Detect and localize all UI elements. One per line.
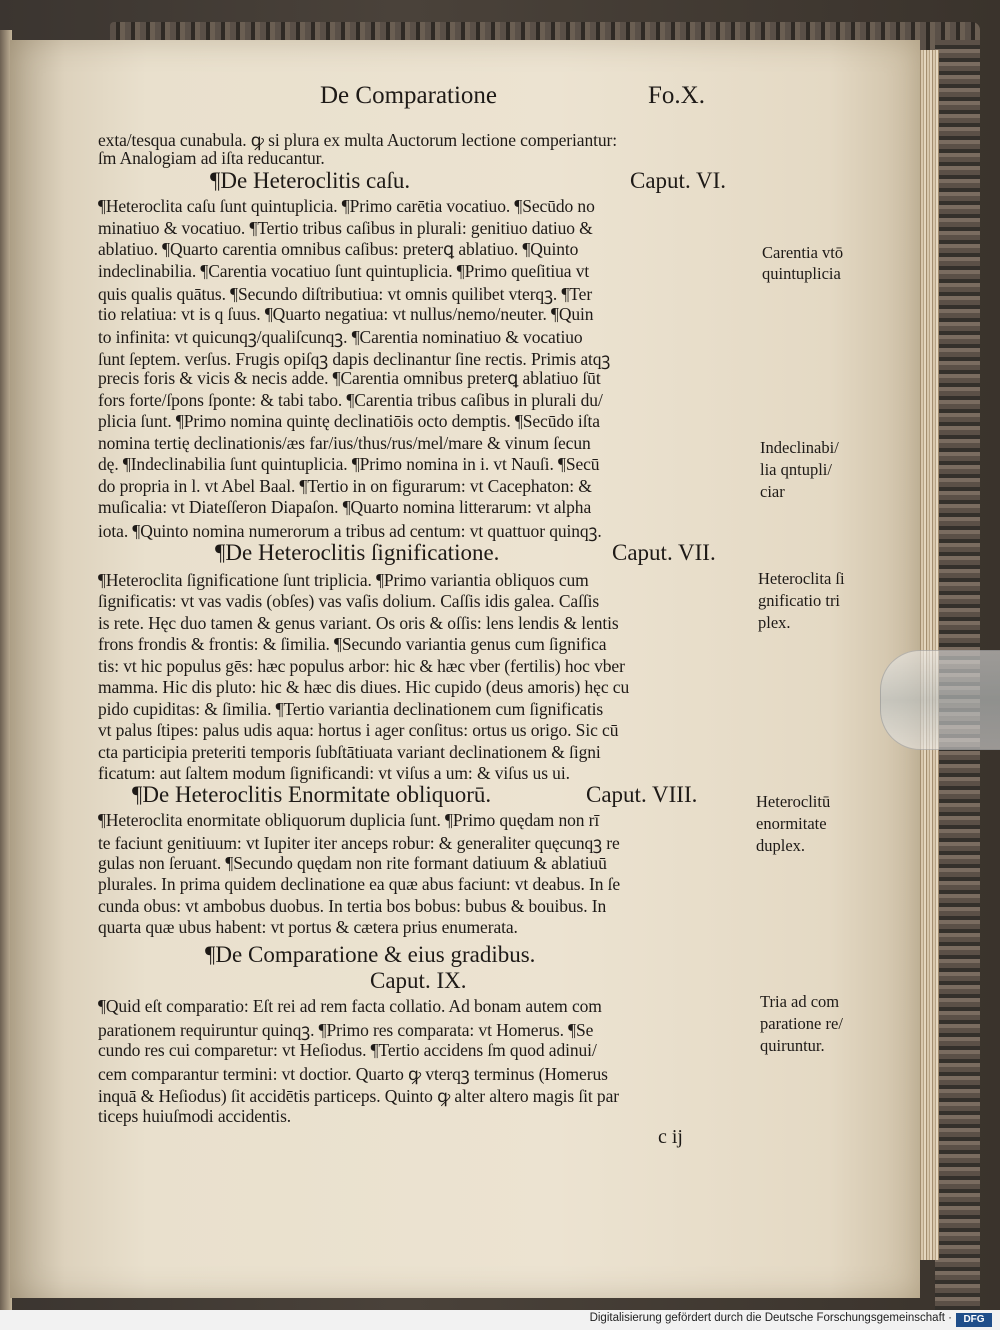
page-clip <box>880 650 1000 750</box>
margin-note-line: Tria ad com <box>760 992 840 1011</box>
margin-note-line: ciar <box>760 482 785 501</box>
funding-credit: Digitalisierung gefördert durch die Deutsche Forschungsgemeinschaft · <box>589 1312 952 1324</box>
chapter-heading: ¶De Comparatione & eius gradibus. <box>205 942 536 967</box>
text-line: ¶Quid eſt comparatio: Eſt rei ad rem facta collatio. Ad bonam autem com <box>98 996 602 1016</box>
text-line: ſignificatis: vt vas vadis (obſes) vas vaſis dolium. Caſſis idis galea. Caſſis <box>98 591 600 611</box>
chapter-number: Caput. VIII. <box>586 782 698 807</box>
chapter-heading: ¶De Heteroclitis ſignificatione. <box>215 540 500 565</box>
text-line: ablatiuo. ¶Quarto carentia omnibus caſibus: preterꝗ ablatiuo. ¶Quinto <box>98 239 579 259</box>
text-line: inquā & Heſiodus) ſit accidētis particeps. Quinto ꝙ alter altero magis ſit par <box>98 1086 619 1106</box>
chapter-number: Caput. VI. <box>630 168 727 193</box>
text-line: quis qualis quātus. ¶Secundo diſtributiua: vt omnis quilibet vterqꝫ. ¶Ter <box>98 284 593 304</box>
margin-note-line: gnificatio tri <box>758 591 841 610</box>
text-line: dę. ¶Indeclinabilia ſunt quintuplicia. ¶Primo nomina in i. vt Nauſi. ¶Secū <box>98 454 600 474</box>
margin-note-line: Indeclinabi/ <box>760 438 839 457</box>
text-line: minatiuo & vocatiuo. ¶Tertio tribus caſibus in plurali: genitiuo datiuo & <box>98 218 593 238</box>
digitization-footer <box>0 1310 1000 1330</box>
text-line: exta/tesqua cunabula. ꝙ si plura ex multa Auctorum lectione comperiantur: <box>98 130 618 150</box>
text-line: ficatum: aut ſaltem modum ſignificandi: vt viſus a um: & viſus us ui. <box>98 763 570 783</box>
text-line: vt palus ſtipes: palus udis aqua: hortus i ager conſitus: ortus us origo. Sic cū <box>98 720 619 740</box>
text-line: ¶Heteroclita ſignificatione ſunt triplicia. ¶Primo variantia obliquos cum <box>98 570 589 590</box>
text-line: cem comparantur termini: vt doctior. Quarto ꝙ vterqꝫ terminus (Homerus <box>98 1064 608 1084</box>
margin-note-line: Carentia vtō <box>762 243 844 262</box>
text-line: precis foris & vicis & necis adde. ¶Carentia omnibus preterꝗ ablatiuo ſūt <box>98 368 601 388</box>
text-line: iota. ¶Quinto nomina numerorum a tribus ad centum: vt quattuor quinqꝫ. <box>98 521 602 541</box>
text-line: indeclinabilia. ¶Carentia vocatiuo ſunt quintuplicia. ¶Primo queſitiua vt <box>98 261 590 281</box>
dfg-logo: DFG <box>956 1313 992 1327</box>
chapter-number: Caput. VII. <box>612 540 716 565</box>
margin-note-line: lia qntupli/ <box>760 460 832 479</box>
text-line: nomina tertię declinationis/æs far/ius/thus/rus/mel/mare & vinum ſecun <box>98 433 591 453</box>
text-line: to infinita: vt quicunqꝫ/qualiſcunqꝫ. ¶Carentia nominatiuo & vocatiuo <box>98 327 583 347</box>
chapter-heading: ¶De Heteroclitis caſu. <box>210 168 411 193</box>
text-line: ¶Heteroclita enormitate obliquorum duplicia ſunt. ¶Primo quędam non rī <box>98 810 600 830</box>
margin-note-line: enormitate <box>756 814 827 833</box>
text-line: tis: vt hic populus gēs: hæc populus arbor: hic & hæc vber (fertilis) hoc vber <box>98 656 625 676</box>
text-line: quarta quæ ubus habent: vt portus & cætera prius enumerata. <box>98 917 518 937</box>
text-line: cunda obus: vt ambobus duobus. In tertia bos bobus: bubus & bouibus. In <box>98 896 607 916</box>
text-line: do propria in l. vt Abel Baal. ¶Tertio in on figurarum: vt Cacephaton: & <box>98 476 592 496</box>
margin-note-line: plex. <box>758 613 791 632</box>
text-line: cundo res cui comparetur: vt Heſiodus. ¶Tertio accidens ſm quod adinui/ <box>98 1040 597 1060</box>
text-line: parationem requiruntur quinqꝫ. ¶Primo res comparata: vt Homerus. ¶Se <box>98 1020 594 1040</box>
chapter-heading: ¶De Heteroclitis Enormitate obliquorū. <box>132 782 492 807</box>
text-line: ſunt ſeptem. verſus. Frugis opiſqꝫ dapis declinantur ſine rectis. Primis atqꝫ <box>98 349 611 369</box>
margin-note-line: quiruntur. <box>760 1036 825 1055</box>
chapter-number: Caput. IX. <box>370 968 467 993</box>
text-line: ticeps huiuſmodi accidentis. <box>98 1106 292 1126</box>
text-line: frons frondis & frontis: & ſimilia. ¶Secundo variantia genus cum ſignifica <box>98 634 607 654</box>
text-line: mamma. Hic dis pluto: hic & hæc dis diues. Hic cupido (deus amoris) hęc cu <box>98 677 630 697</box>
text-line: pido cupiditas: & ſimilia. ¶Tertio variantia declinationem cum ſignificatis <box>98 699 604 719</box>
margin-note-line: quintuplicia <box>762 264 841 283</box>
book-page <box>10 40 920 1298</box>
text-line: te faciunt genitiuum: vt Iupiter iter anceps robur: & generaliter quęcunqꝫ re <box>98 833 620 853</box>
margin-note-line: Heteroclita ſi <box>758 569 845 588</box>
signature-mark: c ij <box>658 1126 683 1148</box>
text-line: muſicalia: vt Diateſſeron Diapaſon. ¶Quarto nomina litterarum: vt alpha <box>98 497 592 517</box>
folio-number: Fo.X. <box>648 82 705 109</box>
text-line: ſm Analogiam ad iſta reducantur. <box>98 148 325 168</box>
text-line: cta participia preteriti temporis ſubſtātiuata variant declinationem & ſigni <box>98 742 601 762</box>
text-line: is rete. Hęc duo tamen & genus variant. Os oris & oſſis: lens lendis & lentis <box>98 613 619 633</box>
margin-note-line: paratione re/ <box>760 1014 843 1033</box>
text-line: plurales. In prima quidem declinatione ea quæ abus faciunt: vt deabus. In ſe <box>98 874 621 894</box>
text-line: plicia ſunt. ¶Primo nomina quintę declinatiōis octo demptis. ¶Secūdo iſta <box>98 411 600 431</box>
margin-note-line: duplex. <box>756 836 806 855</box>
text-line: ¶Heteroclita caſu ſunt quintuplicia. ¶Primo carētia vocatiuo. ¶Secūdo no <box>98 196 595 216</box>
margin-note-line: Heteroclitū <box>756 792 831 811</box>
text-line: gulas non ſeruant. ¶Secundo quędam non rite formant datiuum & ablatiuū <box>98 853 607 873</box>
running-head-title: De Comparatione <box>320 82 498 109</box>
text-line: tio relatiua: vt is q ſuus. ¶Quarto negatiua: vt nullus/nemo/neuter. ¶Quin <box>98 304 594 324</box>
text-line: fors forte/ſpons ſponte: & tabi tabo. ¶Carentia tribus caſibus in plurali du/ <box>98 390 603 410</box>
